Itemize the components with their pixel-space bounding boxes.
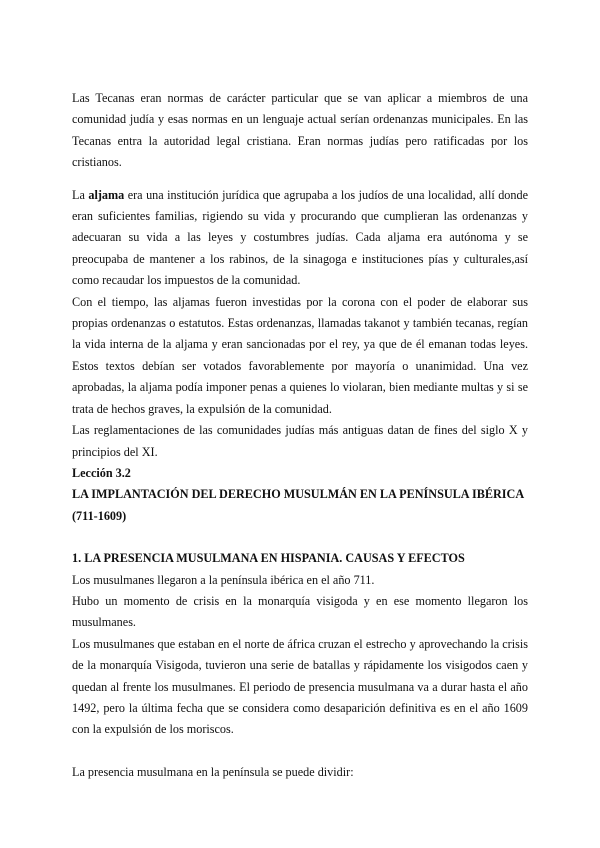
aljama-term: aljama	[88, 187, 125, 202]
aljama-definition: era una institución jurídica que agrupaba a los judíos de una localidad, allí donde eran suficientes familias, rigiendo su vida y procurando que cumplieran las ordenanzas y adecuaran su vida a las leyes y costumbres judías. Cada aljama era autónoma y se preocupaba de mantener a los rabinos, de la sinagoga e instituciones pías y culturales,así como recaudar los impuestos de la comunidad.	[72, 187, 528, 288]
paragraph-aljama	[72, 185, 528, 292]
aljama-lead: La	[72, 187, 89, 202]
lesson-label: Lección 3.2	[72, 465, 131, 480]
paragraph-tecanas: Las Tecanas eran normas de carácter particular que se van aplicar a miembros de una comunidad judía y esas normas en un lenguaje actual serían ordenanzas municipales. En las Tecanas entra la autoridad legal cristiana. Eran normas judías pero ratificadas por los cristianos.	[72, 91, 528, 170]
paragraph-conquista: Los musulmanes que estaban en el norte de áfrica cruzan el estrecho y aprovechando la crisis de la monarquía Visigoda, tuvieron una serie de batallas y rápidamente los visigodos caen y quedan al frente los musulmanes. El periodo de presencia musulmana va a durar hasta el año 1492, pero la última fecha que se considera como desaparición definitiva es en el año 1609 con la expulsión de los moriscos.	[72, 636, 528, 737]
document-page	[72, 88, 528, 783]
paragraph-llegada: Los musulmanes llegaron a la península ibérica en el año 711.	[72, 572, 375, 587]
section-heading: 1. LA PRESENCIA MUSULMANA EN HISPANIA. CAUSAS Y EFECTOS	[72, 551, 465, 566]
paragraph-reglamentaciones: Las reglamentaciones de las comunidades judías más antiguas datan de fines del siglo X y principios del XI.	[72, 423, 528, 459]
paragraph-ordenanzas: Con el tiempo, las aljamas fueron investidas por la corona con el poder de elaborar sus propias ordenanzas o estatutos. Estas ordenanzas, llamadas takanot y también tecanas, regían la vida interna de la aljama y eran sancionadas por el rey, ya que de él emanan todas leyes. Estos textos debían ser votados favorablemente por mayoría o unanimidad. Una vez aprobadas, la aljama podía imponer penas a quienes lo violaran, bien mediante multas y si se trata de hechos graves, la expulsión de la comunidad.	[72, 294, 528, 416]
paragraph-crisis: Hubo un momento de crisis en la monarquía visigoda y en ese momento llegaron los musulmanes.	[72, 593, 528, 630]
paragraph-division: La presencia musulmana en la península se puede dividir:	[72, 764, 354, 779]
lesson-title: LA IMPLANTACIÓN DEL DERECHO MUSULMÁN EN LA PENÍNSULA IBÉRICA (711-1609)	[72, 487, 524, 523]
